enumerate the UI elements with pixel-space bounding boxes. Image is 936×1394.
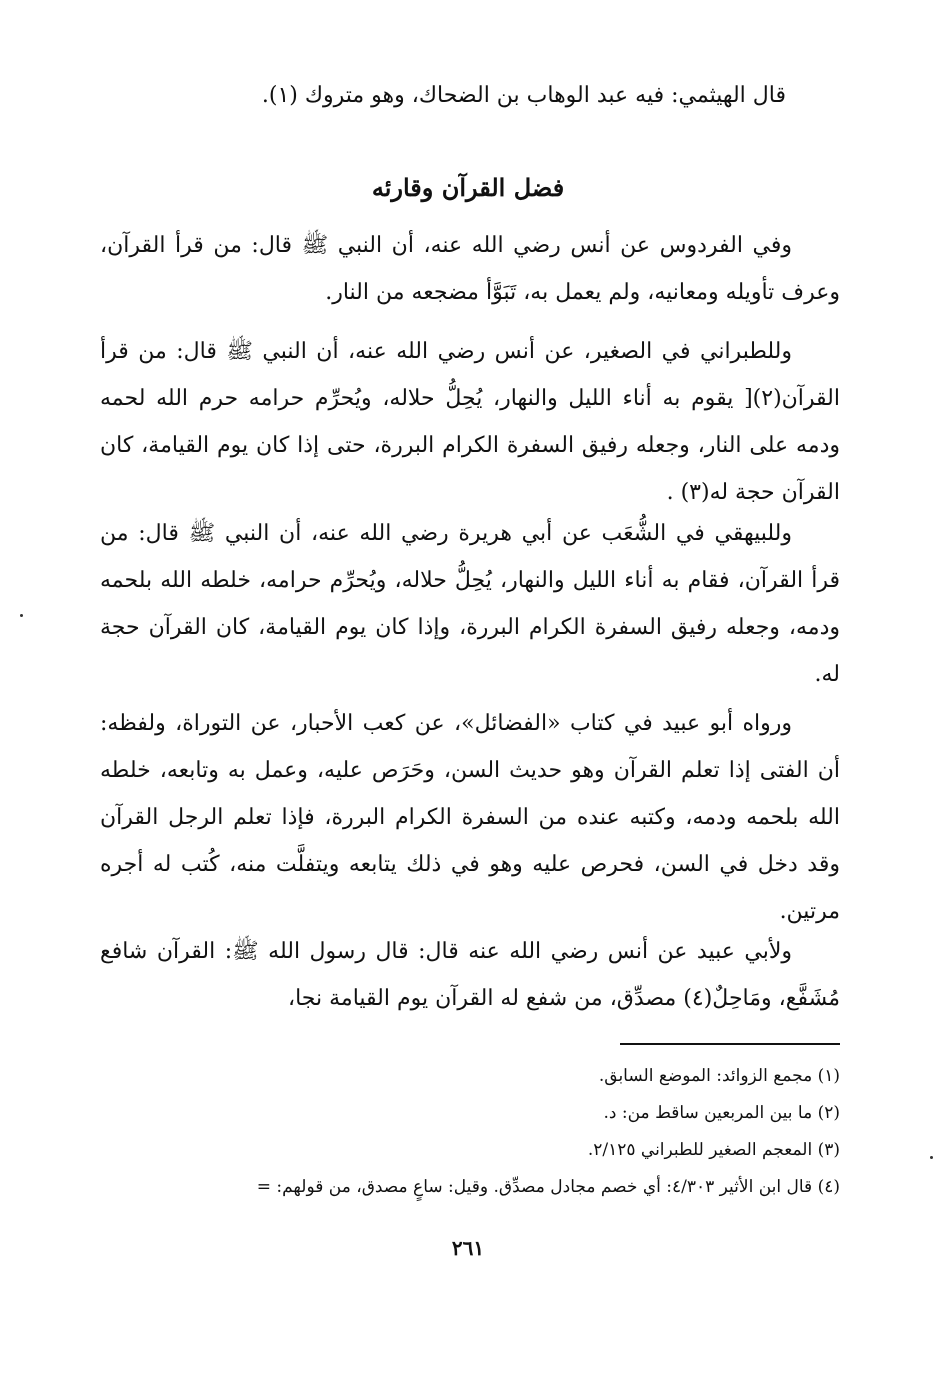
paragraph-2 — [100, 328, 840, 516]
section-heading: فضل القرآن وقارئه — [371, 173, 565, 202]
paragraph-text: وللطبراني في الصغير، عن أنس رضي الله عنه، أن النبي ﷺ قال: من قرأ القرآن(٢)[ يقوم به أناء الليل والنهار، يُحِلُّ حلاله، ويُحرِّم حرامه حرم الله لحمه ودمه على النار، وجعله رفيق السفرة الكرام البررة، حتى إذا كان يوم القيامة، كان القرآن حجة له(٣) . — [100, 339, 840, 505]
footnote-3: (٣) المعجم الصغير للطبراني ٢/١٢٥. — [587, 1140, 840, 1160]
footnote-1: (١) مجمع الزوائد: الموضع السابق. — [598, 1066, 840, 1086]
haythami-note: قال الهيثمي: فيه عبد الوهاب بن الضحاك، وهو متروك (١). — [261, 83, 786, 108]
scan-speck — [930, 1156, 933, 1159]
footnote-4: (٤) قال ابن الأثير ٤/٣٠٣: أي خصم مجادل مصدِّق. وقيل: ساعٍ مصدق، من قولهم: = — [256, 1177, 840, 1197]
paragraph-5 — [100, 928, 840, 1022]
paragraph-1 — [100, 222, 840, 316]
footnote-separator — [620, 1043, 840, 1045]
scan-speck — [20, 614, 23, 617]
footnote-2: (٢) ما بين المربعين ساقط من: د. — [603, 1103, 840, 1123]
page-number: ٢٦١ — [451, 1236, 485, 1260]
paragraph-text: ولأبي عبيد عن أنس رضي الله عنه قال: قال رسول الله ﷺ: القرآن شافع مُشَفَّع، ومَاحِلٌ(٤) مصدِّق، من شفع له القرآن يوم القيامة نجا، — [100, 939, 840, 1011]
paragraph-3 — [100, 510, 840, 698]
paragraph-text: وللبيهقي في الشُّعَب عن أبي هريرة رضي الله عنه، أن النبي ﷺ قال: من قرأ القرآن، فقام به أناء الليل والنهار، يُحِلُّ حلاله، ويُحرِّم حرامه، خلطه الله بلحمه ودمه، وجعله رفيق السفرة الكرام البررة، وإذا كان يوم القيامة، كان القرآن حجة له. — [100, 521, 840, 687]
footnotes — [90, 1058, 840, 1206]
paragraph-4 — [100, 700, 840, 935]
paragraph-text: ورواه أبو عبيد في كتاب «الفضائل»، عن كعب الأحبار، عن التوراة، ولفظه: أن الفتى إذا تعلم القرآن وهو حديث السن، وحَرَص عليه، وعمل به وتابعه، خلطه الله بلحمه ودمه، وكتبه عنده من السفرة الكرام البررة، فإذا تعلم الرجل القرآن وقد دخل في السن، فحرص عليه وهو في ذلك يتابعه ويتفلَّت منه، كُتب له أجره مرتين. — [100, 711, 840, 924]
paragraph-text: وفي الفردوس عن أنس رضي الله عنه، أن النبي ﷺ قال: من قرأ القرآن، وعرف تأويله ومعانيه، ولم يعمل به، تَبَوَّأ مضجعه من النار. — [100, 233, 840, 305]
